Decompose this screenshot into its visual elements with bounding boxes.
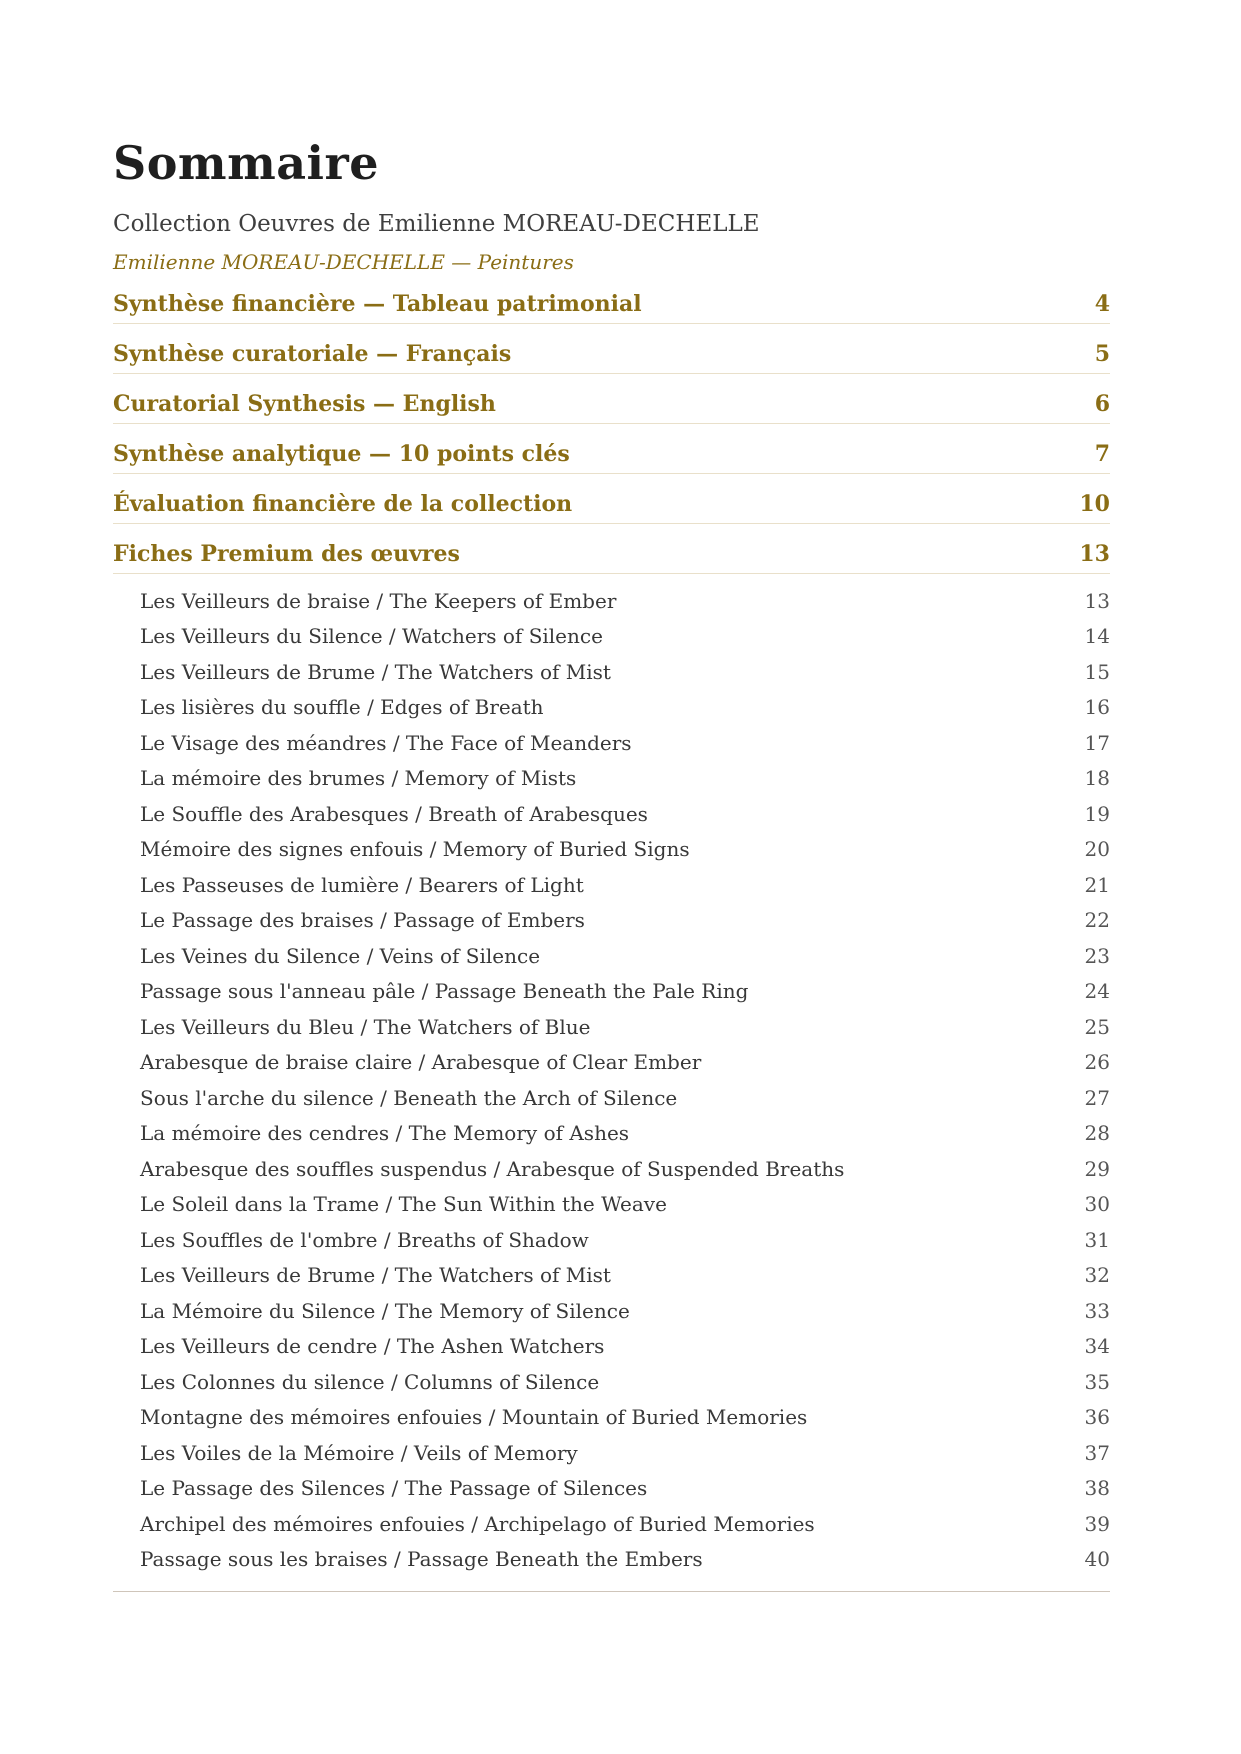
toc-section-page-number: 5 bbox=[1094, 340, 1110, 367]
toc-artwork-label: Le Soleil dans la Trame / The Sun Within the Weave bbox=[140, 1192, 667, 1217]
toc-artwork-entry[interactable] bbox=[140, 619, 1110, 655]
toc-artwork-label: Le Souffle des Arabesques / Breath of Arabesques bbox=[140, 801, 648, 826]
toc-artwork-entry[interactable] bbox=[140, 1400, 1110, 1436]
toc-artwork-page-number: 34 bbox=[1084, 1334, 1110, 1359]
toc-artwork-label: Les Veilleurs de cendre / The Ashen Watchers bbox=[140, 1334, 605, 1359]
toc-artwork-entry[interactable] bbox=[140, 797, 1110, 833]
toc-artwork-entry[interactable] bbox=[140, 761, 1110, 797]
toc-artwork-page-number: 33 bbox=[1084, 1298, 1110, 1323]
toc-artwork-label: Les Veilleurs de Brume / The Watchers of Mist bbox=[140, 1263, 611, 1288]
toc-artwork-page-number: 39 bbox=[1084, 1511, 1110, 1536]
toc-artwork-entry[interactable] bbox=[140, 1152, 1110, 1188]
toc-artwork-label: Archipel des mémoires enfouies / Archipelago of Buried Memories bbox=[140, 1511, 815, 1536]
toc-artwork-page-number: 17 bbox=[1084, 730, 1110, 755]
toc-artwork-entry[interactable] bbox=[140, 1507, 1110, 1543]
toc-artwork-page-number: 21 bbox=[1084, 872, 1110, 897]
toc-section-label: Évaluation financière de la collection bbox=[113, 490, 573, 517]
toc-artwork-page-number: 25 bbox=[1084, 1014, 1110, 1039]
toc-artwork-entry[interactable] bbox=[140, 1010, 1110, 1046]
toc-artwork-entry[interactable] bbox=[140, 868, 1110, 904]
toc-artwork-entry[interactable] bbox=[140, 1365, 1110, 1401]
toc-section-page-number: 4 bbox=[1094, 290, 1110, 317]
toc-artwork-page-number: 38 bbox=[1084, 1476, 1110, 1501]
toc-artwork-page-number: 29 bbox=[1084, 1156, 1110, 1181]
toc-artwork-page-number: 35 bbox=[1084, 1369, 1110, 1394]
toc-artwork-label: Le Passage des braises / Passage of Embers bbox=[140, 908, 585, 933]
toc-artwork-entry[interactable] bbox=[140, 1542, 1110, 1578]
toc-artwork-page-number: 26 bbox=[1084, 1050, 1110, 1075]
toc-artwork-label: Les Veilleurs du Silence / Watchers of Silence bbox=[140, 624, 603, 649]
toc-section-page-number: 10 bbox=[1079, 490, 1110, 517]
toc-section-label: Synthèse curatoriale — Français bbox=[113, 340, 512, 367]
toc-artwork-label: Montagne des mémoires enfouies / Mountain of Buried Memories bbox=[140, 1405, 808, 1430]
toc-artwork-list bbox=[113, 584, 1110, 1578]
toc-artwork-label: Sous l'arche du silence / Beneath the Arch of Silence bbox=[140, 1085, 678, 1110]
toc-artwork-entry[interactable] bbox=[140, 1045, 1110, 1081]
toc-artwork-label: Les lisières du souffle / Edges of Breath bbox=[140, 695, 544, 720]
toc-section-label: Synthèse analytique — 10 points clés bbox=[113, 440, 570, 467]
toc-artwork-page-number: 20 bbox=[1084, 837, 1110, 862]
toc-artwork-entry[interactable] bbox=[140, 584, 1110, 620]
toc-section-label: Fiches Premium des œuvres bbox=[113, 540, 460, 567]
toc-artwork-label: Mémoire des signes enfouis / Memory of Buried Signs bbox=[140, 837, 690, 862]
toc-artwork-page-number: 24 bbox=[1084, 979, 1110, 1004]
toc-artwork-page-number: 23 bbox=[1084, 943, 1110, 968]
toc-artwork-label: Passage sous l'anneau pâle / Passage Beneath the Pale Ring bbox=[140, 979, 749, 1004]
toc-artwork-entry[interactable] bbox=[140, 974, 1110, 1010]
toc-artwork-label: Les Veilleurs de Brume / The Watchers of Mist bbox=[140, 659, 611, 684]
toc-artwork-label: Les Veines du Silence / Veins of Silence bbox=[140, 943, 541, 968]
toc-artwork-label: Les Colonnes du silence / Columns of Silence bbox=[140, 1369, 600, 1394]
toc-artwork-label: Les Souffles de l'ombre / Breaths of Shadow bbox=[140, 1227, 589, 1252]
toc-artwork-entry[interactable] bbox=[140, 1436, 1110, 1472]
collection-subtitle: Collection Oeuvres de Emilienne MOREAU-DECHELLE bbox=[113, 210, 760, 237]
bottom-divider bbox=[113, 1591, 1110, 1592]
toc-section-entry[interactable] bbox=[113, 541, 1110, 574]
artist-line: Emilienne MOREAU-DECHELLE — Peintures bbox=[113, 249, 574, 274]
toc-section-page-number: 13 bbox=[1079, 540, 1110, 567]
toc-artwork-entry[interactable] bbox=[140, 903, 1110, 939]
page-title: Sommaire bbox=[113, 136, 380, 190]
toc-artwork-entry[interactable] bbox=[140, 1187, 1110, 1223]
toc-artwork-label: La Mémoire du Silence / The Memory of Silence bbox=[140, 1298, 630, 1323]
toc-artwork-entry[interactable] bbox=[140, 1329, 1110, 1365]
toc-artwork-entry[interactable] bbox=[140, 1081, 1110, 1117]
toc-artwork-page-number: 27 bbox=[1084, 1085, 1110, 1110]
toc-artwork-page-number: 14 bbox=[1084, 624, 1110, 649]
toc-artwork-entry[interactable] bbox=[140, 726, 1110, 762]
toc-artwork-page-number: 28 bbox=[1084, 1121, 1110, 1146]
toc-section-entry[interactable] bbox=[113, 341, 1110, 374]
toc-artwork-entry[interactable] bbox=[140, 690, 1110, 726]
toc-artwork-entry[interactable] bbox=[140, 1258, 1110, 1294]
toc-artwork-entry[interactable] bbox=[140, 1471, 1110, 1507]
toc-artwork-label: La mémoire des brumes / Memory of Mists bbox=[140, 766, 577, 791]
toc-artwork-entry[interactable] bbox=[140, 1294, 1110, 1330]
toc-artwork-label: Arabesque de braise claire / Arabesque of Clear Ember bbox=[140, 1050, 702, 1075]
toc-artwork-page-number: 36 bbox=[1084, 1405, 1110, 1430]
toc-artwork-page-number: 13 bbox=[1084, 588, 1110, 613]
toc-artwork-entry[interactable] bbox=[140, 655, 1110, 691]
toc-artwork-page-number: 16 bbox=[1084, 695, 1110, 720]
toc-artwork-entry[interactable] bbox=[140, 939, 1110, 975]
toc-section-entry[interactable] bbox=[113, 491, 1110, 524]
toc-artwork-label: Les Voiles de la Mémoire / Veils of Memory bbox=[140, 1440, 578, 1465]
toc-section-label: Curatorial Synthesis — English bbox=[113, 390, 496, 417]
toc-artwork-label: Les Veilleurs de braise / The Keepers of Ember bbox=[140, 588, 617, 613]
toc-artwork-label: Les Veilleurs du Bleu / The Watchers of Blue bbox=[140, 1014, 591, 1039]
toc-section-entry[interactable] bbox=[113, 291, 1110, 324]
toc-artwork-label: Le Passage des Silences / The Passage of Silences bbox=[140, 1476, 648, 1501]
toc-artwork-entry[interactable] bbox=[140, 1116, 1110, 1152]
toc-section-entry[interactable] bbox=[113, 441, 1110, 474]
toc-section-label: Synthèse financière — Tableau patrimonial bbox=[113, 290, 642, 317]
toc-section-page-number: 7 bbox=[1094, 440, 1110, 467]
toc-artwork-page-number: 19 bbox=[1084, 801, 1110, 826]
toc-artwork-page-number: 22 bbox=[1084, 908, 1110, 933]
toc-artwork-label: Passage sous les braises / Passage Beneath the Embers bbox=[140, 1547, 703, 1572]
toc-section-entry[interactable] bbox=[113, 391, 1110, 424]
toc-artwork-entry[interactable] bbox=[140, 1223, 1110, 1259]
toc-artwork-label: Arabesque des souffles suspendus / Arabesque of Suspended Breaths bbox=[140, 1156, 845, 1181]
toc-artwork-label: Le Visage des méandres / The Face of Meanders bbox=[140, 730, 632, 755]
toc-artwork-page-number: 31 bbox=[1084, 1227, 1110, 1252]
toc-artwork-page-number: 37 bbox=[1084, 1440, 1110, 1465]
toc-artwork-page-number: 18 bbox=[1084, 766, 1110, 791]
toc-content bbox=[113, 0, 1110, 1592]
toc-artwork-page-number: 15 bbox=[1084, 659, 1110, 684]
toc-artwork-page-number: 32 bbox=[1084, 1263, 1110, 1288]
toc-artwork-page-number: 40 bbox=[1084, 1547, 1110, 1572]
toc-section-page-number: 6 bbox=[1094, 390, 1110, 417]
toc-artwork-page-number: 30 bbox=[1084, 1192, 1110, 1217]
toc-artwork-entry[interactable] bbox=[140, 832, 1110, 868]
toc-section-list bbox=[113, 291, 1110, 574]
toc-artwork-label: La mémoire des cendres / The Memory of Ashes bbox=[140, 1121, 630, 1146]
toc-artwork-label: Les Passeuses de lumière / Bearers of Light bbox=[140, 872, 584, 897]
